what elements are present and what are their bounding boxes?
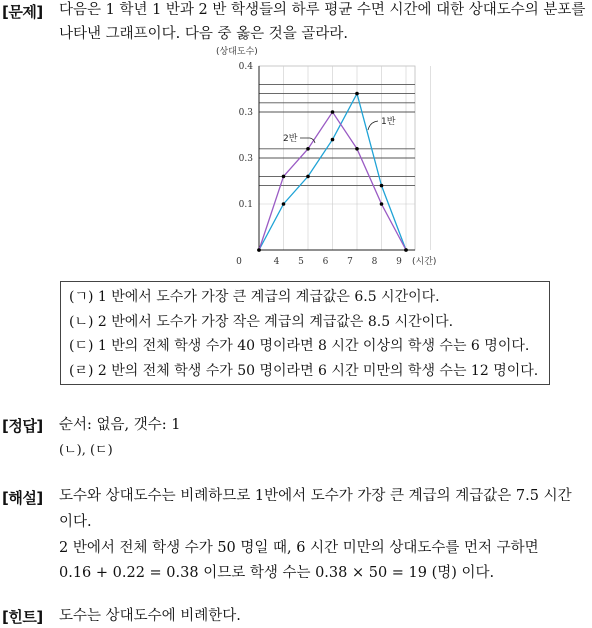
data-point xyxy=(282,175,286,179)
choice-b: (ㄴ) 2 반에서 도수가 가장 작은 계급의 계급값은 8.5 시간이다. xyxy=(69,313,454,330)
data-point xyxy=(380,184,384,188)
relative-frequency-chart xyxy=(216,44,452,276)
data-point xyxy=(257,248,261,252)
data-point xyxy=(306,147,310,151)
data-point xyxy=(404,248,408,252)
y-tick-label: 0.3 xyxy=(238,108,253,118)
data-point xyxy=(331,110,335,114)
choice-a: (ㄱ) 1 반에서 도수가 가장 큰 계급의 계급값은 6.5 시간이다. xyxy=(69,289,440,305)
explanation-tag: [해설] xyxy=(2,489,43,507)
data-point xyxy=(331,138,335,142)
answer-tag: [정답] xyxy=(2,417,43,435)
y-tick-label: 0.3 xyxy=(238,154,253,164)
explanation-line-2: 이다. xyxy=(59,514,92,530)
explanation-line-3: 2 반에서 전체 학생 수가 50 명일 때, 6 시간 미만의 상대도수를 먼저 구하면 xyxy=(59,540,539,556)
series-label-1: 1반 xyxy=(381,117,396,127)
x-tick-label: 9 xyxy=(396,257,402,267)
x-tick-label: 5 xyxy=(298,257,304,267)
choice-d: (ㄹ) 2 반의 전체 학생 수가 50 명이라면 6 시간 미만의 학생 수는 12 명이다. xyxy=(69,362,539,379)
data-point xyxy=(282,202,286,206)
data-point xyxy=(355,147,359,151)
hint-tag: [힌트] xyxy=(2,608,43,626)
x-tick-label: 4 xyxy=(273,257,280,267)
explanation-line-1: 도수와 상대도수는 비례하므로 1반에서 도수가 가장 큰 계급의 계급값은 7.5 시간 xyxy=(59,488,572,504)
problem-line-1: 다음은 1 학년 1 반과 2 반 학생들의 하루 평균 수면 시간에 대한 상대도수의 분포를 xyxy=(59,2,586,18)
x-tick-label: 6 xyxy=(322,257,329,267)
series-label-2: 2반 xyxy=(283,134,298,144)
choice-c: (ㄷ) 1 반의 전체 학생 수가 40 명이라면 8 시간 이상의 학생 수는 6 명이다. xyxy=(69,338,530,354)
leader-line-1 xyxy=(368,121,378,130)
y-axis-label: (상대도수) xyxy=(216,47,258,57)
explanation-line-4: 0.16 + 0.22 = 0.38 이므로 학생 수는 0.38 × 50 = 19 (명) 이다. xyxy=(59,565,495,581)
x-axis-label: (시간) xyxy=(412,257,437,267)
x-tick-label: 0 xyxy=(236,257,242,267)
y-tick-label: 0.1 xyxy=(238,200,253,210)
y-tick-label: 0.4 xyxy=(238,62,253,72)
data-point xyxy=(355,92,359,96)
x-tick-label: 7 xyxy=(347,257,353,267)
answer-line-1: 순서: 없음, 갯수: 1 xyxy=(59,417,181,433)
choices-box xyxy=(60,281,550,385)
problem-tag: [문제] xyxy=(2,3,43,21)
x-tick-label: 8 xyxy=(371,257,378,267)
hint-line-1: 도수는 상대도수에 비례한다. xyxy=(59,608,241,624)
answer-line-2: (ㄴ), (ㄷ) xyxy=(59,443,113,458)
problem-line-2: 나타낸 그래프이다. 다음 중 옳은 것을 골라라. xyxy=(59,26,348,42)
data-point xyxy=(306,175,310,179)
data-point xyxy=(380,202,384,206)
